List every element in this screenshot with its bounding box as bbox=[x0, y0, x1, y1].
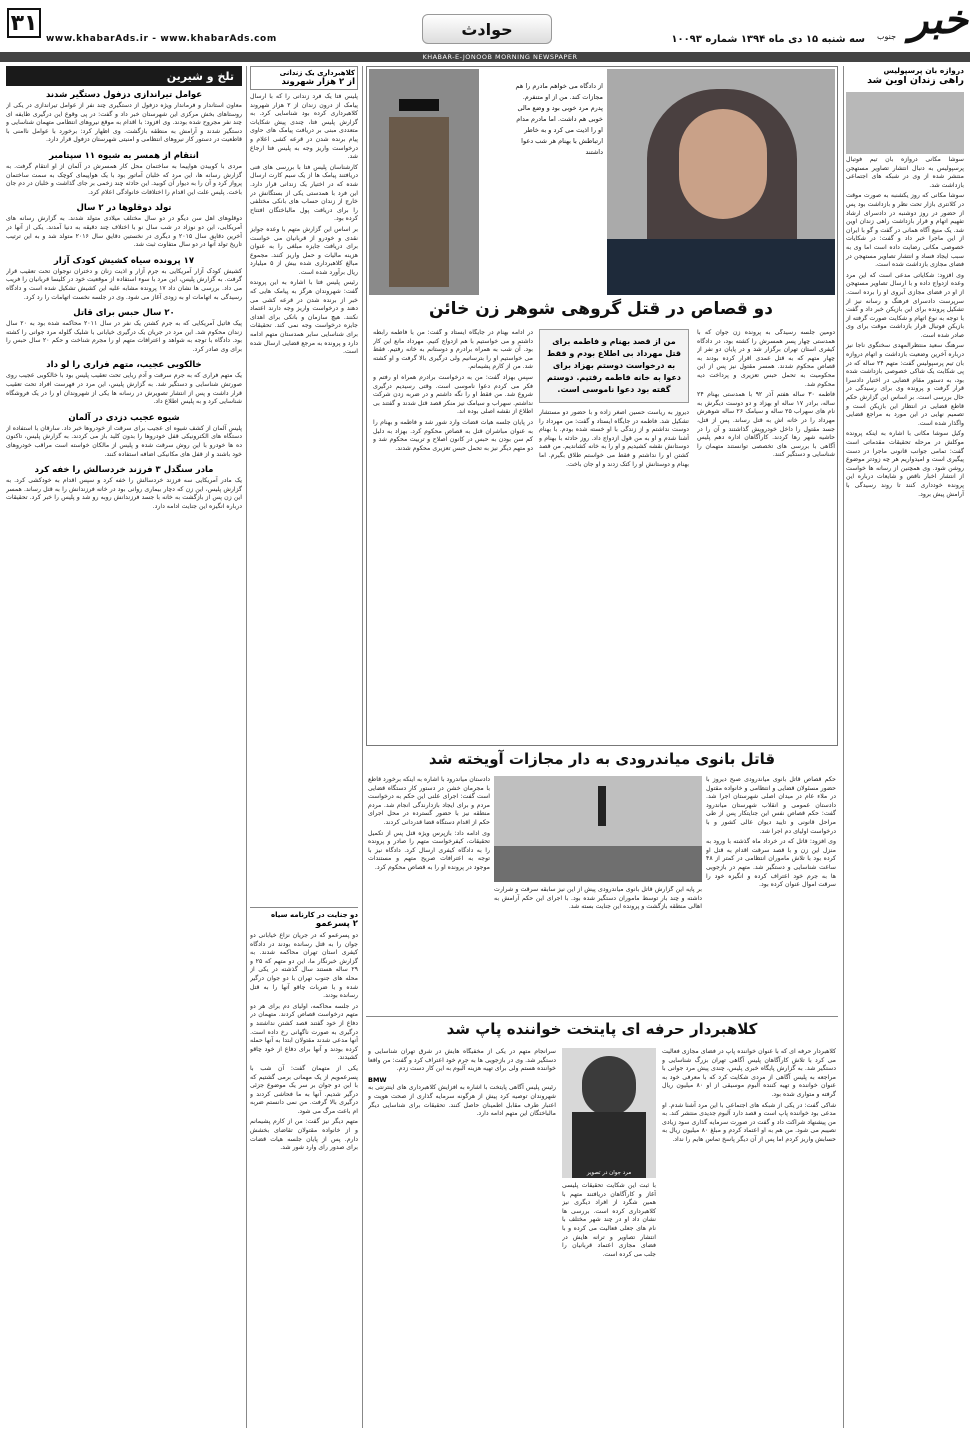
left-item-body: پلیس آلمان از کشف شیوه ای عجیب برای سرقت از خودروها خبر داد. سارقان با استفاده از دستگاه های الکترونیکی قفل خودروها را بدون کلید باز می کردند. به گزارش پلیس، تاکنون ده ها خودرو با این روش سرقت شده و پلیس از مالکان خواسته است مراقب خودروهای خود باشند و از قفل های مکانیکی اضافه استفاده کنند. bbox=[6, 424, 242, 458]
left-item-body: معاون استاندار و فرماندار ویژه دزفول از دستگیری چند نفر از عوامل تیراندازی در یکی از روستاهای بخش مرکزی این شهرستان خبر داد و گفت: در پی وقوع این درگیری طایفه ای چند نفر مجروح شده بودند. وی افزود: با اقدام به موقع نیروهای انتظامی متهمان شناسایی و دستگیر شدند و آرامش به منطقه بازگشت. وی اظهار کرد: برخورد با عوامل ناامنی با قاطعیت در دستور کار نیروهای انتظامی و امنیتی شهرستان دزفول قرار دارد. bbox=[6, 102, 242, 144]
english-bar bbox=[0, 52, 970, 62]
story-three-p3: با ثبت این شکایت تحقیقات پلیسی آغاز و کارآگاهان دریافتند متهم با همین شگرد از افراد دیگری نیز کلاهبرداری کرده است. بررسی ها نشان داد او در چند شهر مختلف با نام های جعلی فعالیت می کرده و با انتشار تصاویر و ترانه هایش در فضای مجازی اعتماد قربانیان را جلب می کرده است. bbox=[562, 1182, 656, 1258]
middle-box-p1: دو پسرعمو که در جریان نزاع خیابانی دو جوان را به قتل رسانده بودند در دادگاه کیفری استان تهران محاکمه شدند. به گزارش خبرنگار ما، این دو متهم که ۲۵ و ۲۹ ساله هستند سال گذشته در یکی از محله های جنوب تهران با دو جوان درگیر شده و با ضربات چاقو آنها را به قتل رسانده بودند. bbox=[250, 932, 358, 1000]
right-headline: راهی زندان اوین شد bbox=[867, 75, 964, 86]
caption-line-5: او را اذیت می کرد و به خاطر bbox=[524, 126, 603, 134]
left-item-headline: مادر سنگدل ۳ فرزند خردسالش را خفه کرد bbox=[34, 465, 214, 476]
story-three-headline: کلاهبردار حرفه ای پایتخت خواننده پاپ شد bbox=[446, 1020, 758, 1038]
top-body-p4: در ادامه بهنام در جایگاه ایستاد و گفت: من با فاطمه رابطه داشتم و می خواستیم با هم ازدواج کنیم. مهرداد مانع این کار بود. آن شب به همراه برادرم و دوستانم به خانه رفتیم. فقط می خواستیم او را بترسانیم ولی درگیری بالا گرفت و او کشته شد. من از کارم پشیمانم. bbox=[373, 329, 533, 371]
portrait-photo bbox=[607, 69, 835, 295]
english-title: KHABAR-E-JONOOB MORNING NEWSPAPER bbox=[422, 53, 578, 61]
left-item-headline: تولد دوقلوها در ۲ سال bbox=[76, 203, 172, 214]
story-two-col-3 bbox=[494, 886, 702, 1012]
right-column bbox=[846, 66, 964, 1426]
divider bbox=[843, 66, 844, 1428]
middle-box-p3: یکی از متهمان گفت: آن شب با پسرعمویم از یک مهمانی برمی گشتیم که با این دو جوان بر سر یک موضوع جزئی درگیر شدیم. آنها به ما فحاشی کردند و درگیری بالا گرفت. من نمی دانستم ضربه ام باعث مرگ می شود. bbox=[250, 1064, 358, 1115]
left-item-headline: ۱۷ پرونده سیاه کشیش کودک آزار bbox=[53, 255, 195, 266]
top-body-col-3 bbox=[373, 329, 533, 739]
middle-box-header bbox=[250, 907, 358, 929]
left-item-headline: خالکوبی عجیب، متهم فراری را لو داد bbox=[46, 360, 202, 371]
right-body-p2: سوشا مکانی که روز یکشنبه به صورت موقت در کلانتری بازار تحت نظر و بازداشت بود پس از حضور در روز دوشنبه در دادسرای ارشاد تفهیم اتهام و قرار بازداشت راهی زندان اوین شد. یک منبع آگاه همانی در گفت و گو با ایران از این ماجرا خبر داد و گفت: در شکایات خصوصی مکانی رضایت داده است اما وی به سبب ایجاد فساد و انتشار تصاویر مستهجن در فضای مجازی بازداشت شده است. bbox=[846, 192, 964, 269]
story-two-p2: وی افزود: قاتل که در خرداد ماه گذشته با ورود به منزل این زن و با قصد سرقت اقدام به قتل او کرده بود با تلاش ماموران انتظامی در کمتر از ۴۸ ساعت شناسایی و دستگیر شد. متهم در بازجویی ها به جرم خود اعتراف کرده و انگیزه خود را سرقت اموال عنوان کرده بود. bbox=[706, 838, 836, 889]
left-item-body: یک متهم فراری که به جرم سرقت و آدم ربایی تحت تعقیب پلیس بود با خالکوبی عجیب روی صورتش شناسایی و دستگیر شد. به گزارش پلیس، این مرد در فهرست افراد تحت تعقیب قرار داشت و پس از انتشار تصویرش در رسانه ها یکی از شهروندان او را در یک فروشگاه شناسایی کرد و به پلیس اطلاع داد. bbox=[6, 372, 242, 406]
left-item-3 bbox=[6, 203, 242, 249]
left-item-5 bbox=[6, 308, 242, 354]
right-body-p4: سرهنگ سعید منتظرالمهدی سخنگوی ناجا نیز درباره آخرین وضعیت بازداشت و اتهام دروازه بان تیم پرسپولیس گفت: متهم ۲۴ ساله که در پی شکایت یک شاکی خصوصی بازداشت شده بود، به دستور مقام قضایی در اختیار دادسرا قرار گرفت و پرونده وی برای رسیدگی در حال بررسی است. بر اساس این گزارش حکم قاطع قضایی در انتظار این بازیکن است و تصمیم نهایی در این مورد به مراجع قضایی واگذار شده است. bbox=[846, 342, 964, 427]
logo-sub: جنوب bbox=[877, 32, 897, 41]
middle-box-p2: در جلسه محاکمه، اولیای دم برای هر دو متهم درخواست قصاص کردند. متهمان در دفاع از خود گفتند قصد کشتن نداشتند و درگیری به صورت ناگهانی رخ داده است. آنها مدعی شدند مقتولان ابتدا به آنها حمله کرده بودند و آنها برای دفاع از خود چاقو کشیدند. bbox=[250, 1002, 358, 1062]
left-column bbox=[6, 66, 242, 1428]
caption-line-6: ارتباطش با بهنام هر شب دعوا bbox=[521, 137, 603, 145]
story-three-p1: کلاهبردار حرفه ای که با عنوان خواننده پاپ در فضای مجازی فعالیت می کرد با تلاش کارآگاهان پلیس آگاهی تهران بزرگ شناسایی و دستگیر شد. به گزارش پایگاه خبری پلیس، چندی پیش مرد جوانی با مراجعه به پلیس آگاهی از مردی شکایت کرد که با معرفی خود به عنوان خواننده و تهیه کننده آلبوم موسیقی از او ۸۰ میلیون ریال گرفته و متواری شده بود. bbox=[662, 1048, 836, 1098]
top-body-p3: دیروز به ریاست حسین اصغر زاده و با حضور دو مستشار تشکیل شد. فاطمه در جایگاه ایستاد و گفت: من مهرداد را دوست نداشتم و از زندگی با او خسته شده بودم. با بهنام آشنا شدم و او به من قول ازدواج داد. روز حادثه با بهنام و دوستانش نقشه کشیدیم و او را به خانه کشاندیم. من قصد کشتن او را نداشتم و فقط می خواستم طلاق بگیرم. اما بهنام و دوستانش او را کتک زدند و او جان باخت. bbox=[539, 409, 689, 468]
right-body-p1: سوشا مکانی دروازه بان تیم فوتبال پرسپولیس به دنبال انتشار تصاویر مستهجن منتشر شده از وی در شبکه های اجتماعی بازداشت شد. bbox=[846, 156, 964, 189]
masthead bbox=[0, 0, 970, 62]
story-three-p2: شاکی گفت: در یکی از شبکه های اجتماعی با این مرد آشنا شدم. او مدعی بود خواننده پاپ است و قصد دارد آلبوم جدیدی منتشر کند. به من پیشنهاد شراکت داد و گفت در صورت سرمایه گذاری سود زیادی نصیبم می شود. من هم به او اعتماد کردم و مبلغ ۸۰ میلیون ریال به حسابش واریز کردم اما پس از آن دیگر پاسخ تماس هایم را نداد. bbox=[662, 1101, 836, 1143]
middle-body-p2: کارشناسان پلیس فتا با بررسی های فنی دریافتند پیامک ها از یک سیم کارت ارسال شده که در اختیار یک زندانی قرار دارد. این فرد با همدستی یکی از بستگانش در خارج از زندان حساب های بانکی مختلفی را برای دریافت پول مالباختگان افتتاح کرده بود. bbox=[250, 163, 358, 223]
top-body-p1: دومین جلسه رسیدگی به پرونده زن جوان که با همدستی چهار پسر همسرش را کشته بود، در دادگاه کیفری استان تهران برگزار شد و در پایان دو نفر از چهار متهم که به قتل عمدی اقرار کرده بودند به قصاص محکوم شدند. همسر مقتول نیز پس از این محکومیت به تحمل حبس تعزیری و پرداخت دیه محکوم شد. bbox=[697, 329, 835, 388]
middle-body-p1: پلیس فتا یک فرد زندانی را که با ارسال پیامک از درون زندان از ۲ هزار شهروند کلاهبرداری کرده بود شناسایی کرد. به گزارش پلیس فتا، چندی پیش شکایات متعددی مبنی بر دریافت پیامک های حاوی پیام برنده شدن در قرعه کشی اعلام و درخواست واریز وجه به پلیس فتا ارجاع شد. bbox=[250, 93, 358, 161]
right-body bbox=[846, 156, 964, 499]
left-header bbox=[6, 66, 242, 86]
singer-photo bbox=[562, 1048, 656, 1178]
left-item-body: مردی با کوبیدن هواپیما به ساختمان محل کار همسرش در آلمان از او انتقام گرفت. به گزارش رسانه ها، این مرد که خلبان آماتور بود با یک هواپیمای کوچک به سمت ساختمان پرواز کرد و آن را به دیوار آن کوبید. این حادثه چند زخمی بر جای گذاشت و خلبان در دم جان باخت. پلیس علت این اقدام را اختلافات خانوادگی اعلام کرد. bbox=[6, 162, 242, 196]
story-two-col-1 bbox=[706, 776, 836, 1012]
story-three-col-3 bbox=[368, 1048, 556, 1426]
caption-line-3: پدرم مرد خوبی بود و وضع مالی bbox=[517, 104, 603, 112]
newspaper-logo bbox=[875, 0, 970, 52]
section-tab bbox=[422, 14, 552, 44]
story-three-col-1 bbox=[662, 1048, 836, 1426]
story-two-col-2 bbox=[368, 776, 490, 1012]
divider bbox=[366, 1016, 838, 1017]
top-headline: دو قصاص در قتل گروهی شوهر زن خائن bbox=[429, 299, 773, 319]
story-two bbox=[366, 750, 838, 1015]
website: www.khabarAds.ir - www.khabarAds.com bbox=[46, 34, 277, 44]
right-body-p5: وکیل سوشا مکانی با اشاره به اینکه پرونده موکلش در مرحله تحقیقات مقدماتی است گفت: تمامی جوانب قانونی ماجرا در دست پیگیری است و امیدواریم هر چه زودتر موضوع روشن شود. وی همچنین از رسانه ها خواست از انتشار اخبار ناقص و شایعات درباره این پرونده خودداری کنند تا روند رسیدگی با آرامش پیش برود. bbox=[846, 430, 964, 498]
left-item-body: کشیش کودک آزار آمریکایی به جرم آزار و اذیت زنان و دختران نوجوان تحت تعقیب قرار گرفت. به گزارش پلیس، این مرد با سوء استفاده از موقعیت خود در کلیسا قربانیان را فریب می داد. بررسی ها نشان داد ۱۷ پرونده مشابه علیه این کشیش تشکیل شده است و دادگاه رسیدگی به اتهامات او به زودی آغاز می شود. وی در جلسه نخست اتهامات را رد کرد. bbox=[6, 267, 242, 301]
caption-line-2: مجازات کند. من از او متنفرم. bbox=[522, 93, 603, 101]
middle-box-body bbox=[250, 932, 358, 1372]
execution-photo bbox=[494, 776, 702, 882]
date-line: سه شنبه ۱۵ دی ماه ۱۳۹۴ شماره ۱۰۰۹۳ bbox=[671, 34, 865, 45]
story-three bbox=[366, 1020, 838, 1428]
left-item-headline: ۲۰ سال حبس برای قاتل bbox=[73, 308, 175, 319]
left-item-4 bbox=[6, 256, 242, 302]
middle-box-headline: ۲ پسرعمو bbox=[315, 919, 358, 929]
story-two-p4: وی ادامه داد: بازپرس ویژه قتل پس از تکمیل تحقیقات، کیفرخواست متهم را صادر و پرونده را به دادگاه کیفری ارسال کرد. دادگاه نیز با توجه به اعترافات صریح متهم و مستندات موجود در پرونده او را به قصاص محکوم کرد. bbox=[368, 829, 490, 871]
top-body-p5: سپس بهزاد گفت: من به درخواست برادرم همراه او رفتم و فکر می کردم دعوا ناموسی است. وقتی رسیدیم درگیری شروع شد. من فقط او را نگه داشتم و در ضربه زدن شرکت نداشتم. سهراب و سیامک نیز منکر قصد قتل شدند و گفتند بی اطلاع از نقشه اصلی بوده اند. bbox=[373, 373, 533, 416]
caption-line-4: خوبی هم داشت. اما مادرم مدام bbox=[516, 115, 603, 123]
left-item-6 bbox=[6, 360, 242, 406]
divider bbox=[246, 66, 247, 1428]
left-item-headline: انتقام از همسر به شیوه ۱۱ سپتامبر bbox=[49, 150, 199, 161]
left-item-1 bbox=[6, 90, 242, 145]
section-title: حوادث bbox=[461, 19, 513, 39]
left-item-2 bbox=[6, 151, 242, 197]
left-item-8 bbox=[6, 465, 242, 511]
left-item-7 bbox=[6, 413, 242, 459]
top-body-p2: فاطمه ۳۰ ساله هفتم آذر ۹۲ با همدستی بهنام ۲۴ ساله، برادر ۱۷ ساله او بهزاد و دو دوست دیگرش به نام های سهراب ۲۵ ساله و سیامک ۲۶ ساله شوهرش مهرداد را در خانه اش به قتل رساند. پس از قتل، جسد مقتول را داخل خودرویش گذاشتند و آن را در حاشیه شهر رها کردند. کارآگاهان اداره دهم پلیس آگاهی با بررسی های تخصصی توانستند متهمان را شناسایی و دستگیر کنند. bbox=[697, 391, 835, 459]
middle-body bbox=[250, 93, 358, 903]
singer-caption: مرد جوان در تصویر bbox=[586, 1170, 632, 1176]
left-item-headline: عوامل تیراندازی دزفول دستگیر شدند bbox=[45, 90, 203, 100]
story-three-mention: BMW bbox=[368, 1075, 387, 1084]
left-item-body: پیک فاتیل آمریکایی که به جرم کشتن یک نفر در سال ۲۰۱۱ محاکمه شده بود به ۲۰ سال زندان محکوم شد. این مرد در جریان یک درگیری خیابانی با شلیک گلوله مرد جوانی را کشته بود. دادگاه با توجه به شواهد و اعترافات متهم او را مجرم شناخت و حکم ۲۰ سال حبس را برای وی صادر کرد. bbox=[6, 320, 242, 353]
top-body-col-2 bbox=[539, 329, 689, 739]
divider bbox=[362, 66, 363, 1428]
top-story bbox=[366, 66, 838, 746]
left-item-headline: شیوه عجیب دزدی در آلمان bbox=[68, 412, 180, 423]
story-two-p3: دادستان میاندرود با اشاره به اینکه برخورد قاطع با مجرمان خشن در دستور کار دستگاه قضایی است گفت: اجرای علنی این حکم به درخواست مردم و برای ایجاد بازدارندگی انجام شد. مردم منطقه نیز با حضور گسترده در محل اجرای حکم از اقدام دستگاه قضا قدردانی کردند. bbox=[368, 776, 490, 826]
story-three-p5: رئیس پلیس آگاهی پایتخت با اشاره به افزایش کلاهبرداری های اینترنتی به شهروندان توصیه کرد پیش از هرگونه سرمایه گذاری از صحت هویت و اعتبار طرف مقابل اطمینان حاصل کنند. تحقیقات برای شناسایی دیگر مالباختگان این متهم ادامه دارد. bbox=[368, 1084, 556, 1118]
story-three-p4: سرانجام متهم در یکی از مخفیگاه هایش در شرق تهران شناسایی و دستگیر شد. وی در بازجویی ها به جرم خود اعتراف کرد و گفت: من واقعا خواننده هستم ولی برای تهیه هزینه آلبوم به این کار دست زدم. bbox=[368, 1048, 556, 1073]
page-number-box bbox=[7, 8, 41, 38]
caption-line-1: از دادگاه می خواهم مادرم را هم bbox=[515, 82, 603, 90]
middle-headline: از ۲ هزار شهروند bbox=[281, 77, 355, 87]
story-two-p5: بر پایه این گزارش قاتل بانوی میاندرودی پیش از این نیز سابقه سرقت و شرارت داشته و چند بار توسط ماموران دستگیر شده بود. با اجرای این حکم آرامش به اهالی منطقه بازگشت و پرونده این جنایت بسته شد. bbox=[494, 886, 702, 911]
right-kicker: دروازه بان پرسپولیس bbox=[883, 66, 964, 75]
right-body-p3: وی افزود: شکایاتی مدعی است که این مرد وعده ازدواج داده و با ارسال تصاویر مستهجن از او در فضای مجازی آبروی او را برده است. سرپرست دادسرای فرهنگ و رسانه نیز از تشکیل پرونده برای این بازیکن خبر داد و گفت با توجه به نوع اتهام و شکایت صورت گرفته از بازیکن فوتبال قرار بازداشت موقت برای وی صادر شده است. bbox=[846, 271, 964, 339]
photo-caption bbox=[481, 81, 603, 158]
middle-body-p4: رئیس پلیس فتا با اشاره به این پرونده گفت: شهروندان هرگز به پیامک هایی که خبر از برنده شدن در قرعه کشی می دهند و درخواست واریز وجه دارند اعتماد نکنند. هیچ سازمان و بانکی برای اهدای جایزه درخواست وجه نمی کند. تحقیقات برای شناسایی سایر همدستان متهم ادامه دارد و پرونده به مرجع قضایی ارسال شده است. bbox=[250, 279, 358, 356]
middle-kicker: کلاهبرداری یک زندانی bbox=[279, 69, 355, 77]
caption-line-7: داشتند bbox=[585, 148, 603, 156]
story-three-col-2 bbox=[562, 1182, 656, 1426]
middle-header bbox=[250, 66, 358, 90]
story-two-p1: حکم قصاص قاتل بانوی میاندرودی صبح دیروز با حضور مسئولان قضایی و انتظامی و خانواده مقتول در ملاء عام در میدان اصلی شهرستان اجرا شد. دادستان عمومی و انقلاب شهرستان میاندرود گفت: حکم قصاص نفس این جنایتکار پس از طی مراحل قانونی و تایید دیوان عالی کشور و با درخواست اولیای دم اجرا شد. bbox=[706, 776, 836, 835]
pull-quote: من از قصد بهنام و فاطمه برای قتل مهرداد بی اطلاع بودم و فقط به درخواست دوستم بهزاد برای دعوا به خانه فاطمه رفتیم. دوستم گفته بود دعوا ناموسی است. bbox=[539, 329, 689, 403]
left-item-body: دوقلوهای اهل سن دیگو در دو سال مختلف میلادی متولد شدند. به گزارش رسانه های آمریکایی، این دو نوزاد در شب سال نو با اختلاف چند دقیقه به دنیا آمدند. یکی از آنها در آخرین دقایق سال ۲۰۱۵ و دیگری در نخستین دقایق سال ۲۰۱۶ متولد شد و به این ترتیب تاریخ تولد آنها در دو سال متفاوت ثبت شد. bbox=[6, 215, 242, 249]
story-two-headline: قاتل بانوی میاندرودی به دار مجازات آویخته شد bbox=[428, 750, 776, 768]
defendant-photo bbox=[369, 69, 479, 295]
top-body-p6: در پایان جلسه هیات قضات وارد شور شد و فاطمه و بهنام را به عنوان مباشران قتل به قصاص محکوم کرد. بهزاد به دلیل کم سن بودن به حبس در کانون اصلاح و تربیت محکوم شد و دو متهم دیگر نیز به تحمل حبس تعزیری محکوم شدند. bbox=[373, 418, 533, 452]
middle-column bbox=[250, 66, 358, 1428]
right-photo bbox=[846, 92, 964, 154]
page-number: ۳۱ bbox=[10, 10, 38, 36]
middle-box-p4: متهم دیگر نیز گفت: من از کارم پشیمانم و از خانواده مقتولان تقاضای بخشش دارم. پس از پایان جلسه هیات قضات برای صدور رای وارد شور شد. bbox=[250, 1118, 358, 1152]
left-item-body: یک مادر آمریکایی سه فرزند خردسالش را خفه کرد و سپس اقدام به خودکشی کرد. به گزارش پلیس، این زن که دچار بیماری روانی بود در خانه فرزندانش را به قتل رساند. همسر این زن پس از بازگشت به خانه با جسد فرزندانش روبه رو شد و پلیس را خبر کرد. تحقیقات درباره انگیزه این جنایت ادامه دارد. bbox=[6, 477, 242, 510]
left-header-title: تلخ و شیرین bbox=[166, 69, 234, 83]
top-body-col-1 bbox=[697, 329, 835, 739]
logo-text: خبر bbox=[909, 0, 968, 43]
middle-box-kicker: دو جنایت در کارنامه سیاه bbox=[271, 911, 358, 919]
middle-body-p3: بر اساس این گزارش متهم با وعده جوایز نقدی و خودرو از قربانیان می خواست برای دریافت جایزه مبلغی را به عنوان هزینه مالیات و حمل واریز کنند. مجموع مبالغ کلاهبرداری شده بیش از ۵ میلیارد ریال برآورد شده است. bbox=[250, 225, 358, 276]
